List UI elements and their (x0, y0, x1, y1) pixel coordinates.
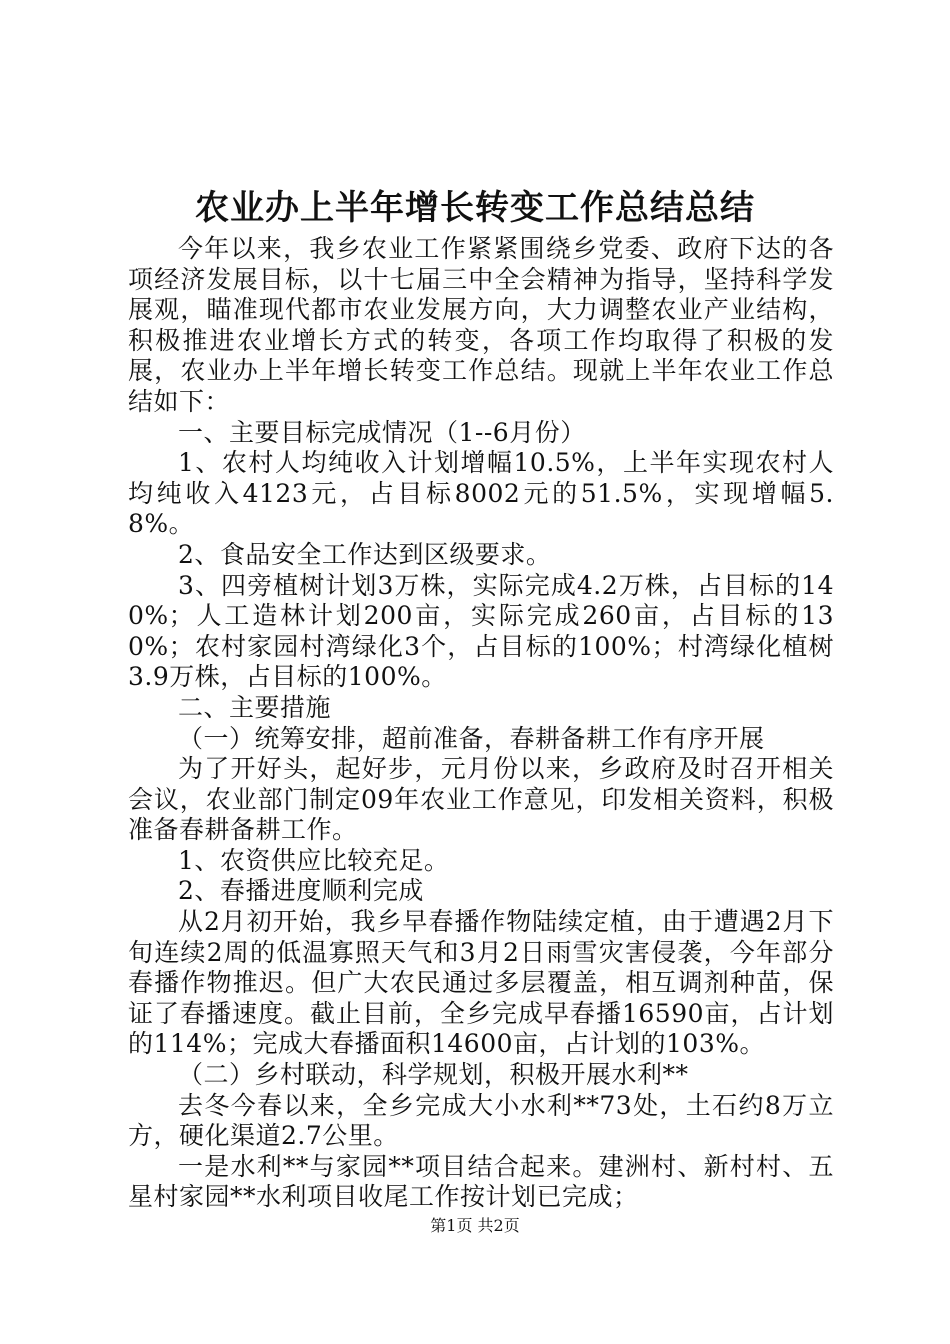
paragraph-tree-planting: 3、四旁植树计划3万株，实际完成4.2万株，占目标的140%；人工造林计划200亩，实际完成260亩，占目标的130%；农村家园村湾绿化3个，占目标的100%；村湾绿化植树3.9万株，占目标的100%。 (128, 570, 834, 692)
document-title: 农业办上半年增长转变工作总结总结 (195, 188, 755, 228)
paragraph-food-safety: 2、食品安全工作达到区级要求。 (178, 539, 552, 569)
paragraph-preparation: 为了开好头，起好步，元月份以来，乡政府及时召开相关会议，农业部门制定09年农业工作意见，印发相关资料，积极准备春耕备耕工作。 (128, 754, 834, 845)
subheading-spring-plowing: （一）统筹安排，超前准备，春耕备耕工作有序开展 (178, 723, 765, 753)
subheading-water-works: （二）乡村联动，科学规划，积极开展水利** (178, 1060, 689, 1090)
document-body (128, 234, 834, 1213)
paragraph-spring-sowing-title: 2、春播进度顺利完成 (178, 876, 424, 906)
heading-main-measures: 二、主要措施 (178, 692, 332, 722)
paragraph-supplies: 1、农资供应比较充足。 (178, 845, 450, 875)
paragraph-spring-sowing: 从2月初开始，我乡早春播作物陆续定植，由于遭遇2月下旬连续2周的低温寡照天气和3月2日雨雪灾害侵袭，今年部分春播作物推迟。但广大农民通过多层覆盖，相互调剂种苗，保证了春播速度。截止目前，全乡完成早春播16590亩，占计划的114%；完成大春播面积14600亩，占计划的103%。 (128, 907, 834, 1059)
paragraph-water-homestead: 一是水利**与家园**项目结合起来。建洲村、新村村、五星村家园**水利项目收尾工作按计划已完成； (128, 1151, 834, 1212)
paragraph-income: 1、农村人均纯收入计划增幅10.5%，上半年实现农村人均纯收入4123元，占目标8002元的51.5%，实现增幅5.8%。 (128, 448, 834, 539)
paragraph-intro: 今年以来，我乡农业工作紧紧围绕乡党委、政府下达的各项经济发展目标，以十七届三中全会精神为指导，坚持科学发展观，瞄准现代都市农业发展方向，大力调整农业产业结构，积极推进农业增长方式的转变，各项工作均取得了积极的发展，农业办上半年增长转变工作总结。现就上半年农业工作总结如下： (128, 234, 834, 416)
heading-main-targets: 一、主要目标完成情况（1--6月份） (178, 417, 586, 447)
page-footer: 第1页 共2页 (430, 1216, 520, 1235)
paragraph-water-works: 去冬今春以来，全乡完成大小水利**73处，土石约8万立方，硬化渠道2.7公里。 (128, 1090, 834, 1151)
